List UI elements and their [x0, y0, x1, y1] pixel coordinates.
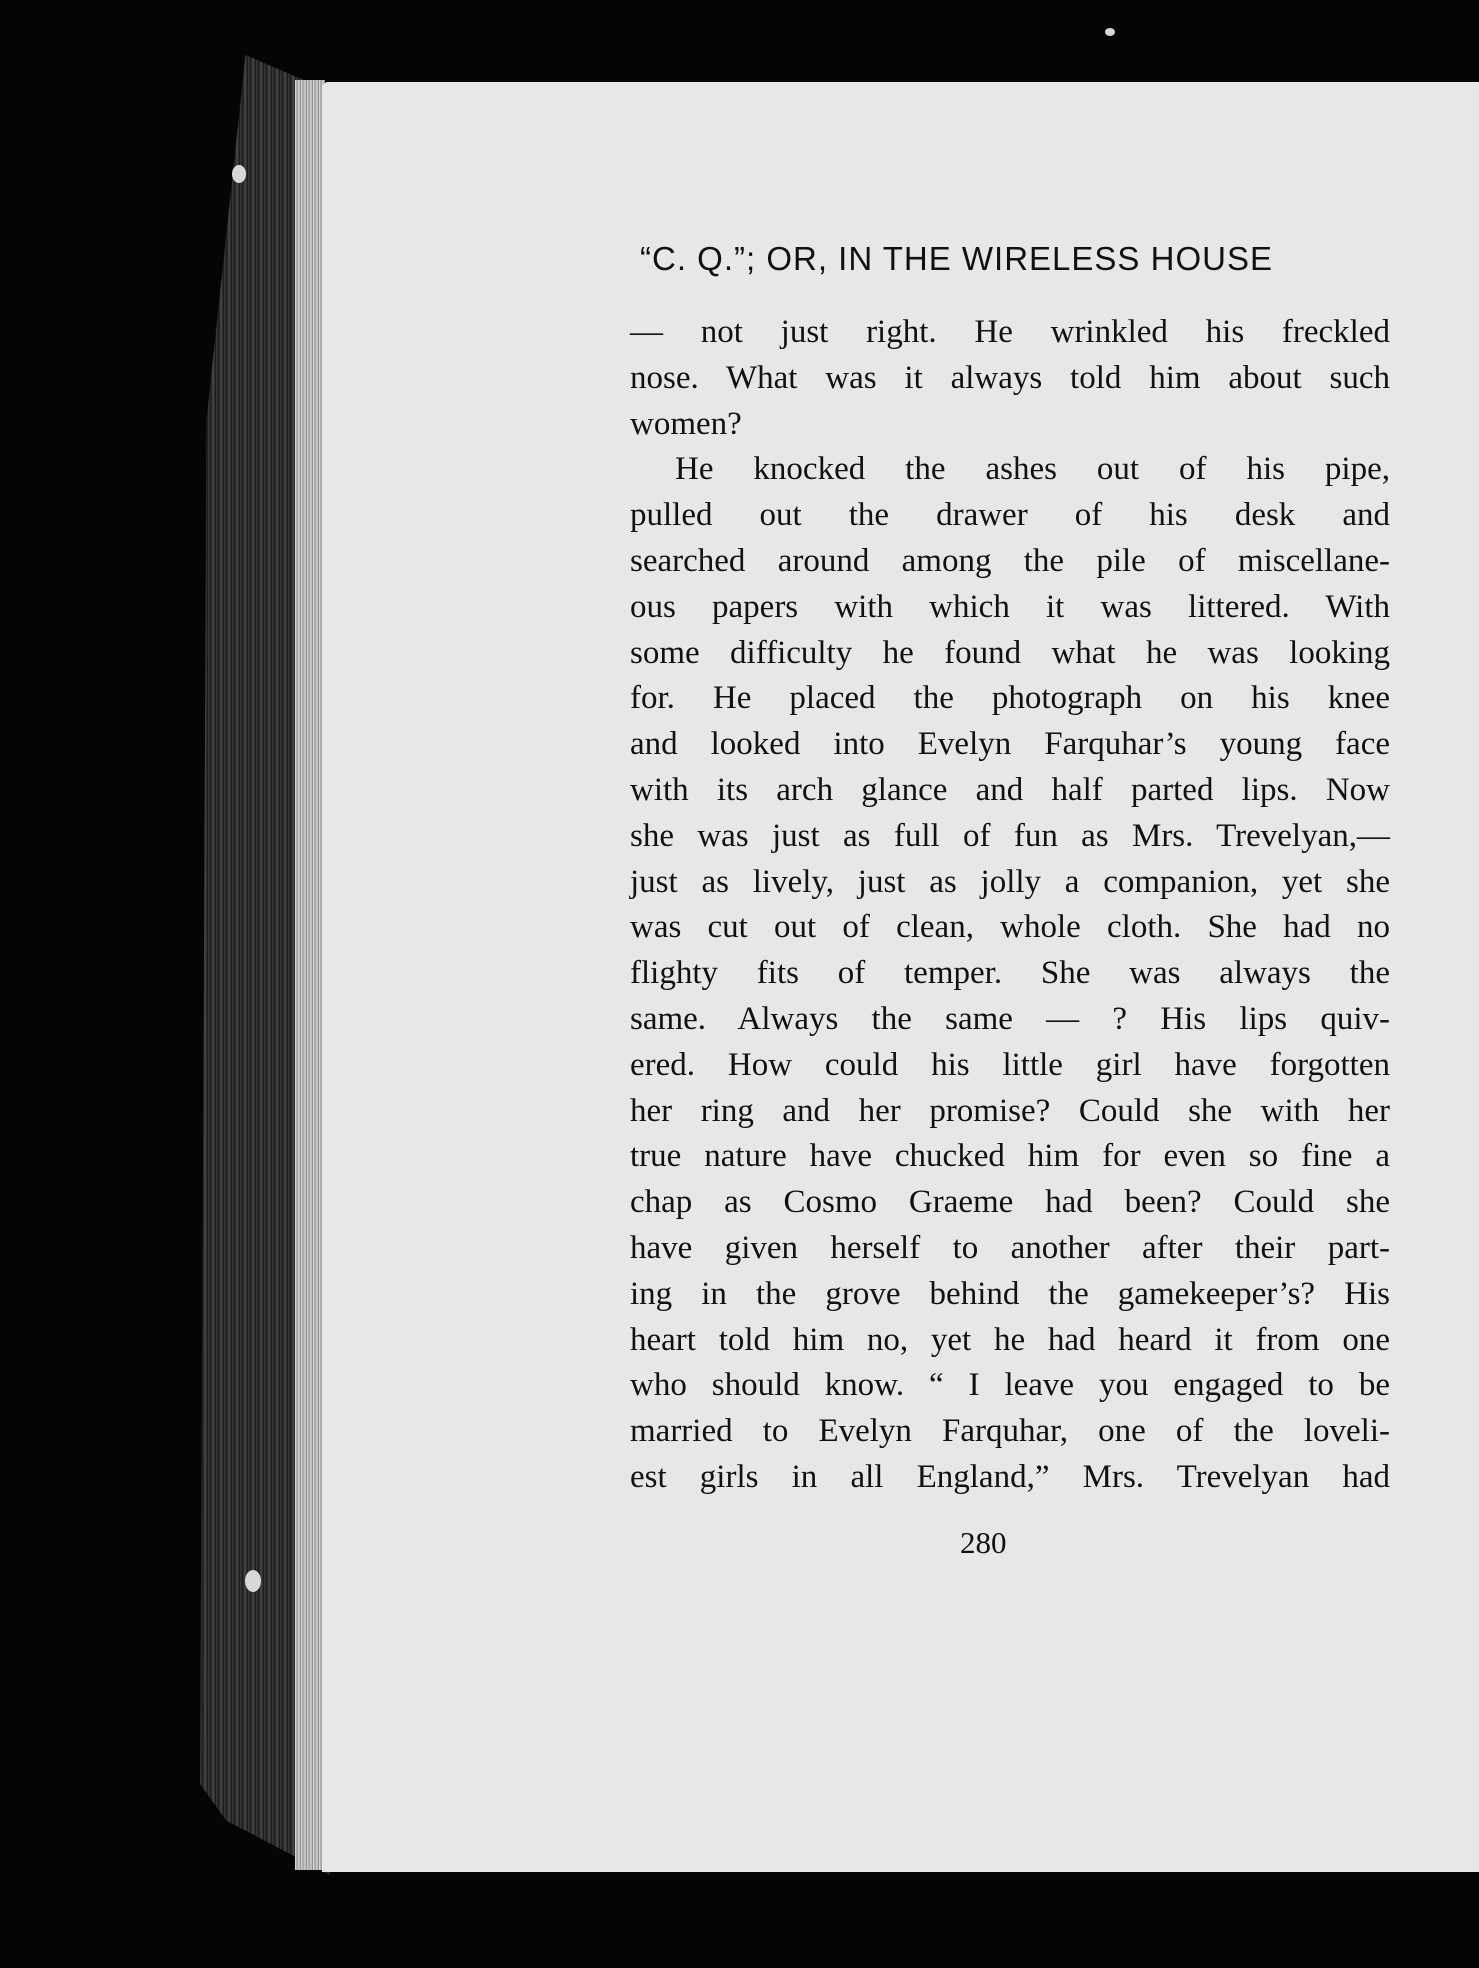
page-number: 280	[960, 1525, 1007, 1560]
text-line: who should know. “ I leave you engaged to be	[630, 1367, 1390, 1404]
text-line: nose. What was it always told him about such	[630, 359, 1390, 396]
text-line: heart told him no, yet he had heard it from one	[630, 1321, 1390, 1358]
text-line: flighty fits of temper. She was always the	[630, 955, 1390, 992]
text-line: est girls in all England,” Mrs. Trevelyan had	[630, 1458, 1390, 1495]
dust-speck	[1105, 28, 1115, 36]
text-line: He knocked the ashes out of his pipe,	[675, 451, 1390, 488]
text-line: for. He placed the photograph on his knee	[630, 680, 1390, 717]
dust-speck	[245, 1570, 261, 1592]
text-line: she was just as full of fun as Mrs. Trevelyan,—	[630, 817, 1390, 854]
text-line: women?	[630, 405, 742, 442]
body-text	[630, 310, 1390, 1501]
text-line: have given herself to another after their part-	[630, 1229, 1390, 1266]
text-line: married to Evelyn Farquhar, one of the loveli-	[630, 1413, 1390, 1450]
text-line: and looked into Evelyn Farquhar’s young face	[630, 726, 1390, 763]
text-line: same. Always the same — ? His lips quiv-	[630, 1000, 1390, 1037]
text-line: ous papers with which it was littered. With	[630, 588, 1390, 625]
dust-speck	[232, 165, 246, 183]
page-stack-edge	[295, 80, 325, 1870]
text-line: was cut out of clean, whole cloth. She had no	[630, 909, 1390, 946]
text-line: ing in the grove behind the gamekeeper’s? His	[630, 1275, 1390, 1312]
text-line: chap as Cosmo Graeme had been? Could she	[630, 1184, 1390, 1221]
text-line: searched around among the pile of miscellane-	[630, 542, 1390, 579]
text-line: her ring and her promise? Could she with her	[630, 1092, 1390, 1129]
text-line: pulled out the drawer of his desk and	[630, 497, 1390, 534]
text-line: with its arch glance and half parted lips. Now	[630, 771, 1390, 808]
running-header: “C. Q.”; OR, IN THE WIRELESS HOUSE	[640, 240, 1273, 277]
text-line: just as lively, just as jolly a companion, yet she	[630, 863, 1390, 900]
text-line: ered. How could his little girl have forgotten	[630, 1046, 1390, 1083]
text-line: true nature have chucked him for even so fine a	[630, 1138, 1390, 1175]
text-line: — not just right. He wrinkled his freckled	[630, 314, 1390, 350]
text-line: some difficulty he found what he was looking	[630, 634, 1390, 671]
